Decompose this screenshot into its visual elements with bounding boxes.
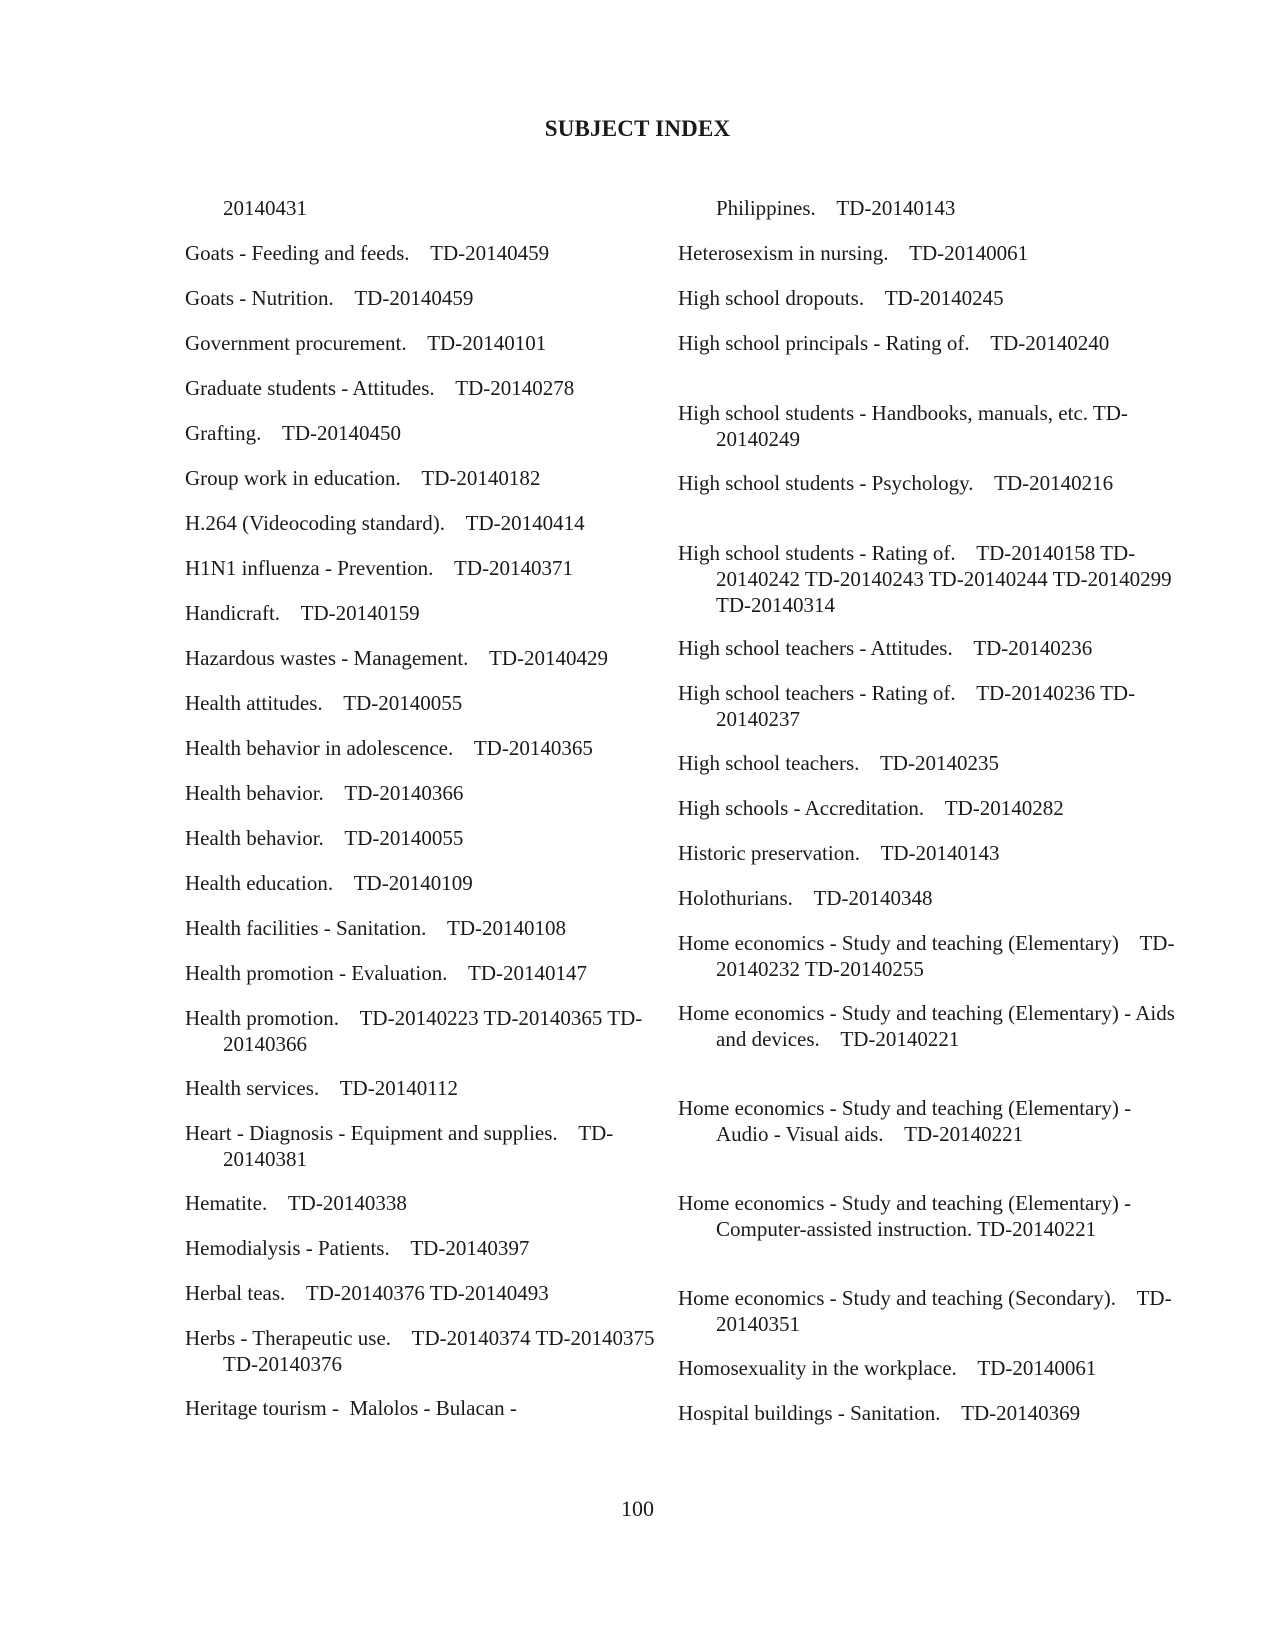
index-entry: Heterosexism in nursing. TD-20140061 [678,241,1029,265]
index-entry: Goats - Nutrition. TD-20140459 [185,286,474,310]
index-entry: High school dropouts. TD-20140245 [678,286,1004,310]
index-entry: Home economics - Study and teaching (Elementary) TD-20140232 TD-20140255 [678,931,1175,981]
index-entry: H1N1 influenza - Prevention. TD-20140371 [185,556,574,580]
index-entry: Homosexuality in the workplace. TD-20140061 [678,1356,1097,1380]
index-entry: Health services. TD-20140112 [185,1076,458,1100]
index-entry: Home economics - Study and teaching (Secondary). TD-20140351 [678,1286,1172,1336]
index-entry: Health promotion. TD-20140223 TD-20140365 TD-20140366 [185,1006,643,1056]
index-entry: High school teachers - Rating of. TD-20140236 TD-20140237 [678,681,1136,731]
index-entry: High school students - Handbooks, manuals, etc. TD-20140249 [678,401,1128,451]
index-entry: High school teachers - Attitudes. TD-20140236 [678,636,1093,660]
page-number: 100 [621,1496,654,1521]
index-entry: Government procurement. TD-20140101 [185,331,547,355]
index-entry: Health behavior. TD-20140366 [185,781,464,805]
page-title: SUBJECT INDEX [544,116,731,141]
index-entry: High school students - Rating of. TD-20140158 TD-20140242 TD-20140243 TD-20140244 TD-20140299 TD-20140314 [678,541,1177,617]
index-entry: Health behavior in adolescence. TD-20140365 [185,736,593,760]
index-entry: Heart - Diagnosis - Equipment and supplies. TD-20140381 [185,1121,614,1171]
index-entry: High school teachers. TD-20140235 [678,751,999,775]
index-entry: Health behavior. TD-20140055 [185,826,464,850]
index-entry: Health promotion - Evaluation. TD-20140147 [185,961,588,985]
index-entry: Home economics - Study and teaching (Elementary) - Computer-assisted instruction. TD-20140221 [678,1191,1137,1241]
index-entry: Handicraft. TD-20140159 [185,601,420,625]
index-entry: Hematite. TD-20140338 [185,1191,407,1215]
index-entry: Heritage tourism - Malolos - Bulacan - [185,1396,517,1420]
index-entry: Holothurians. TD-20140348 [678,886,933,910]
index-entry: Health education. TD-20140109 [185,871,473,895]
index-entry: Herbal teas. TD-20140376 TD-20140493 [185,1281,549,1305]
index-entry: Hemodialysis - Patients. TD-20140397 [185,1236,530,1260]
index-entry: Health facilities - Sanitation. TD-20140108 [185,916,567,940]
index-entry: High school principals - Rating of. TD-20140240 [678,331,1110,355]
index-entry: Home economics - Study and teaching (Elementary) - Aids and devices. TD-20140221 [678,1001,1181,1051]
index-entry: Group work in education. TD-20140182 [185,466,541,490]
index-entry: Home economics - Study and teaching (Elementary) - Audio - Visual aids. TD-20140221 [678,1096,1136,1146]
index-entry: Grafting. TD-20140450 [185,421,401,445]
index-entry: Historic preservation. TD-20140143 [678,841,1000,865]
index-entry: Hazardous wastes - Management. TD-20140429 [185,646,609,670]
index-entry: Philippines. TD-20140143 [716,196,956,220]
index-entry: High school students - Psychology. TD-20140216 [678,471,1114,495]
index-entry: Goats - Feeding and feeds. TD-20140459 [185,241,550,265]
index-entry: Health attitudes. TD-20140055 [185,691,463,715]
index-entry: Herbs - Therapeutic use. TD-20140374 TD-20140375 TD-20140376 [185,1326,660,1376]
index-entry: High schools - Accreditation. TD-20140282 [678,796,1064,820]
index-entry: Hospital buildings - Sanitation. TD-20140369 [678,1401,1081,1425]
index-entry: H.264 (Videocoding standard). TD-20140414 [185,511,585,535]
index-entry: Graduate students - Attitudes. TD-20140278 [185,376,575,400]
index-entry: 20140431 [223,196,307,220]
